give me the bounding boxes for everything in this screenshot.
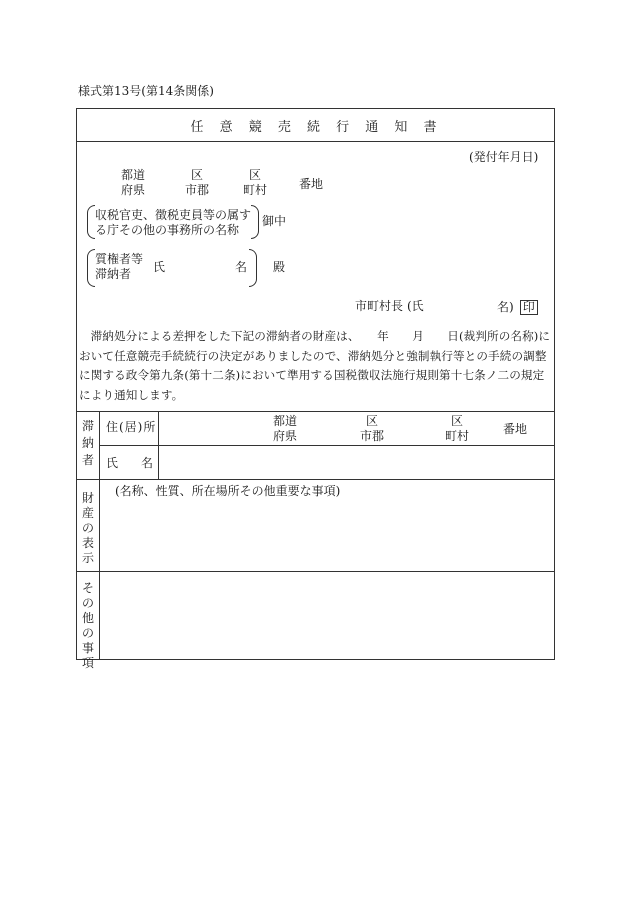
notice-form-frame: [76, 108, 555, 670]
recipient-mei: 名: [235, 260, 248, 274]
table-top-line: [77, 411, 554, 412]
title-divider: [77, 141, 554, 142]
address-row-line: [99, 445, 554, 446]
office-left-bracket: [87, 205, 95, 239]
other-label: その他の事項: [81, 581, 94, 670]
address-todofuken: 都道 府県: [121, 168, 146, 197]
notice-body-text: 滞納処分による差押をした下記の滞納者の財産は、 年 月 日(裁判所の名称)において任意競売手続続行の決定がありましたので、滞納処分と強制執行等との手続の調整に関する政令第九条(第十二条)において準用する国税徴収法施行規則第十七条ノ二の規定により通知します。: [79, 329, 551, 402]
recipient-shi: 氏: [153, 260, 166, 274]
office-right-bracket: [251, 205, 259, 239]
mayor-mei: 名) 印: [497, 300, 538, 315]
form-title: 任 意 競 売 続 行 通 知 書: [190, 120, 443, 135]
shimei-shi: 氏: [106, 456, 119, 470]
table-todofuken: 都道 府県: [273, 414, 298, 443]
recipient-roles: 質権者等 滞納者: [95, 252, 144, 281]
address-banchi: 番地: [299, 177, 324, 191]
address-shigun: 区 市郡: [185, 168, 210, 197]
property-bottom-line: [77, 571, 554, 572]
recipient-person-suffix: 殿: [273, 260, 286, 274]
recipient-office-suffix: 御中: [262, 214, 287, 228]
table-chouson: 区 町村: [445, 414, 470, 443]
jusho-label: 住(居)所: [106, 420, 157, 434]
taino-label: 滞納者: [81, 419, 94, 467]
mayor-label: 市町村長: [355, 299, 404, 313]
label-column-line: [99, 411, 100, 659]
table-shigun: 区 市郡: [360, 414, 385, 443]
taino-bottom-line: [77, 479, 554, 480]
person-left-bracket: [87, 249, 95, 287]
person-right-bracket: [249, 249, 257, 287]
shimei-mei: 名: [141, 456, 154, 470]
mayor-shi: (氏: [407, 299, 424, 313]
property-hint: (名称、性質、所在場所その他重要な事項): [115, 484, 341, 498]
table-banchi: 番地: [503, 422, 528, 436]
recipient-office-name: 収税官吏、徴税吏員等の属す る庁その他の事務所の名称: [95, 208, 252, 237]
property-label: 財産の表示: [81, 491, 94, 565]
form-number: 様式第13号(第14条関係): [78, 84, 214, 98]
seal-mark: 印: [520, 300, 538, 315]
address-chouson: 区 町村: [243, 168, 268, 197]
issue-date-label: (発付年月日): [469, 150, 539, 164]
